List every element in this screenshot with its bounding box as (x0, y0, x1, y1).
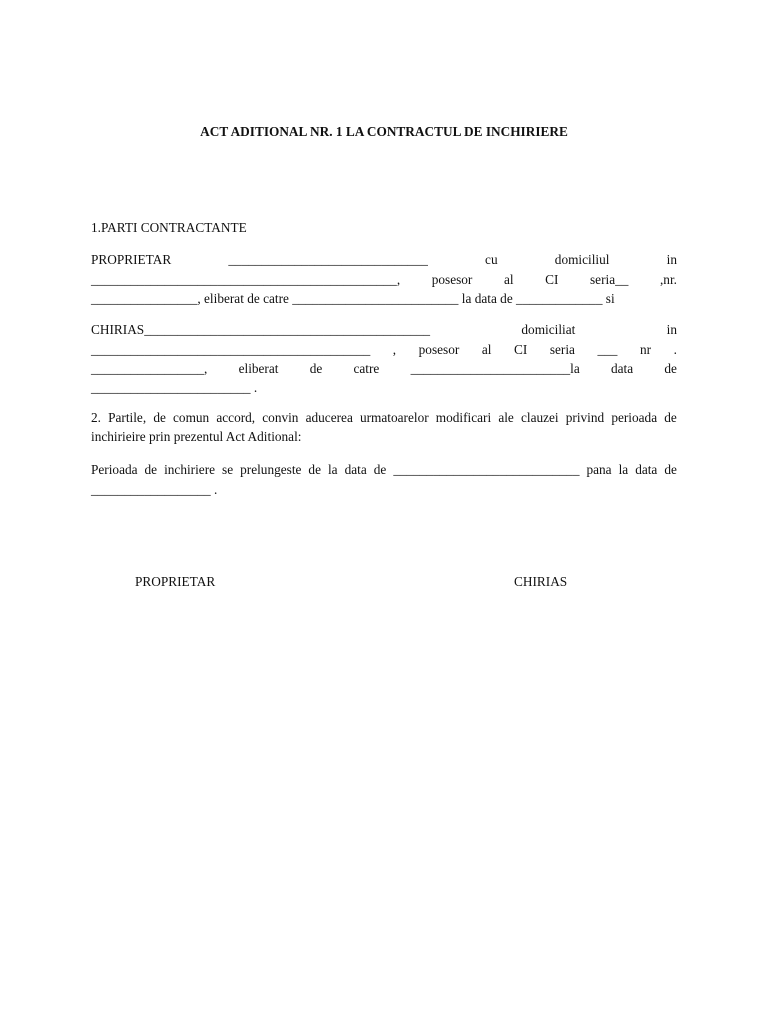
period-line-1 (91, 460, 677, 479)
owner-name-blank: ______________________________ (228, 252, 428, 267)
word: accord, (216, 410, 256, 425)
word: urmatoarelor (359, 410, 429, 425)
word: seria (549, 342, 575, 357)
owner-label: PROPRIETAR (91, 252, 172, 267)
word: CI (513, 342, 528, 357)
start-date-blank: ____________________________ (393, 462, 580, 477)
tenant-id-number-blank: _________________, (91, 361, 208, 376)
word: de (373, 462, 387, 477)
owner-line-3: ________________, eliberat de catre _________________________ la data de _____________ si (91, 291, 615, 306)
word: in (666, 322, 677, 337)
word: , (392, 342, 397, 357)
tenant-issuer-blank: ________________________la (410, 361, 580, 376)
tenant-line-3 (91, 359, 677, 378)
word: Perioada (91, 462, 138, 477)
word: pana (586, 462, 612, 477)
word: privind (565, 410, 605, 425)
word: la (327, 462, 338, 477)
word: domiciliat (521, 322, 576, 337)
signature-tenant-label: CHIRIAS (514, 574, 568, 589)
tenant-line-2 (91, 340, 677, 359)
word: modificari (435, 410, 492, 425)
word: data (610, 361, 634, 376)
word: data (344, 462, 367, 477)
word: ,nr. (659, 272, 677, 287)
word: prelungeste (240, 462, 302, 477)
word: se (222, 462, 234, 477)
word: de (664, 410, 677, 425)
owner-address-blank: ______________________________________________, (91, 272, 401, 287)
word: Partile, (108, 410, 147, 425)
word: convin (262, 410, 299, 425)
word: inchiriere (164, 462, 216, 477)
tenant-label: CHIRIAS___________________________________________ (91, 322, 431, 337)
period-line-2: __________________ . (91, 482, 218, 497)
word: de (664, 361, 677, 376)
signature-owner-label: PROPRIETAR (135, 574, 216, 589)
word: . (673, 342, 677, 357)
word: clauzei (520, 410, 559, 425)
word: ale (498, 410, 514, 425)
word: aducerea (305, 410, 353, 425)
word: posesor (431, 272, 473, 287)
word: data (635, 462, 658, 477)
owner-line-1 (91, 250, 677, 269)
word: posesor (418, 342, 460, 357)
word: cu (485, 252, 498, 267)
owner-id-series-blank: seria__ (590, 272, 629, 287)
word: al (481, 342, 492, 357)
word: de (309, 361, 323, 376)
tenant-address-blank: __________________________________________ (91, 342, 371, 357)
tenant-line-4: ________________________ . (91, 380, 258, 395)
word: perioada (611, 410, 658, 425)
word: eliberat (238, 361, 279, 376)
word: 2. (91, 410, 101, 425)
section2-line-1 (91, 408, 677, 427)
document-title: ACT ADITIONAL NR. 1 LA CONTRACTUL DE INCHIRIERE (200, 124, 568, 139)
word: la (618, 462, 629, 477)
word: nr (639, 342, 652, 357)
word: de (664, 462, 677, 477)
tenant-line-1 (91, 320, 677, 339)
word: domiciliul (554, 252, 610, 267)
word: in (666, 252, 677, 267)
section2-line-2: inchirieire prin prezentul Act Aditional: (91, 429, 302, 444)
word: comun (173, 410, 210, 425)
word: CI (545, 272, 559, 287)
word: de (308, 462, 321, 477)
section-heading-parties: 1.PARTI CONTRACTANTE (91, 220, 247, 235)
tenant-id-series-blank: ___ (597, 342, 618, 357)
owner-line-2 (91, 270, 677, 289)
word: de (144, 462, 158, 477)
word: al (503, 272, 514, 287)
word: catre (353, 361, 380, 376)
word: de (153, 410, 166, 425)
